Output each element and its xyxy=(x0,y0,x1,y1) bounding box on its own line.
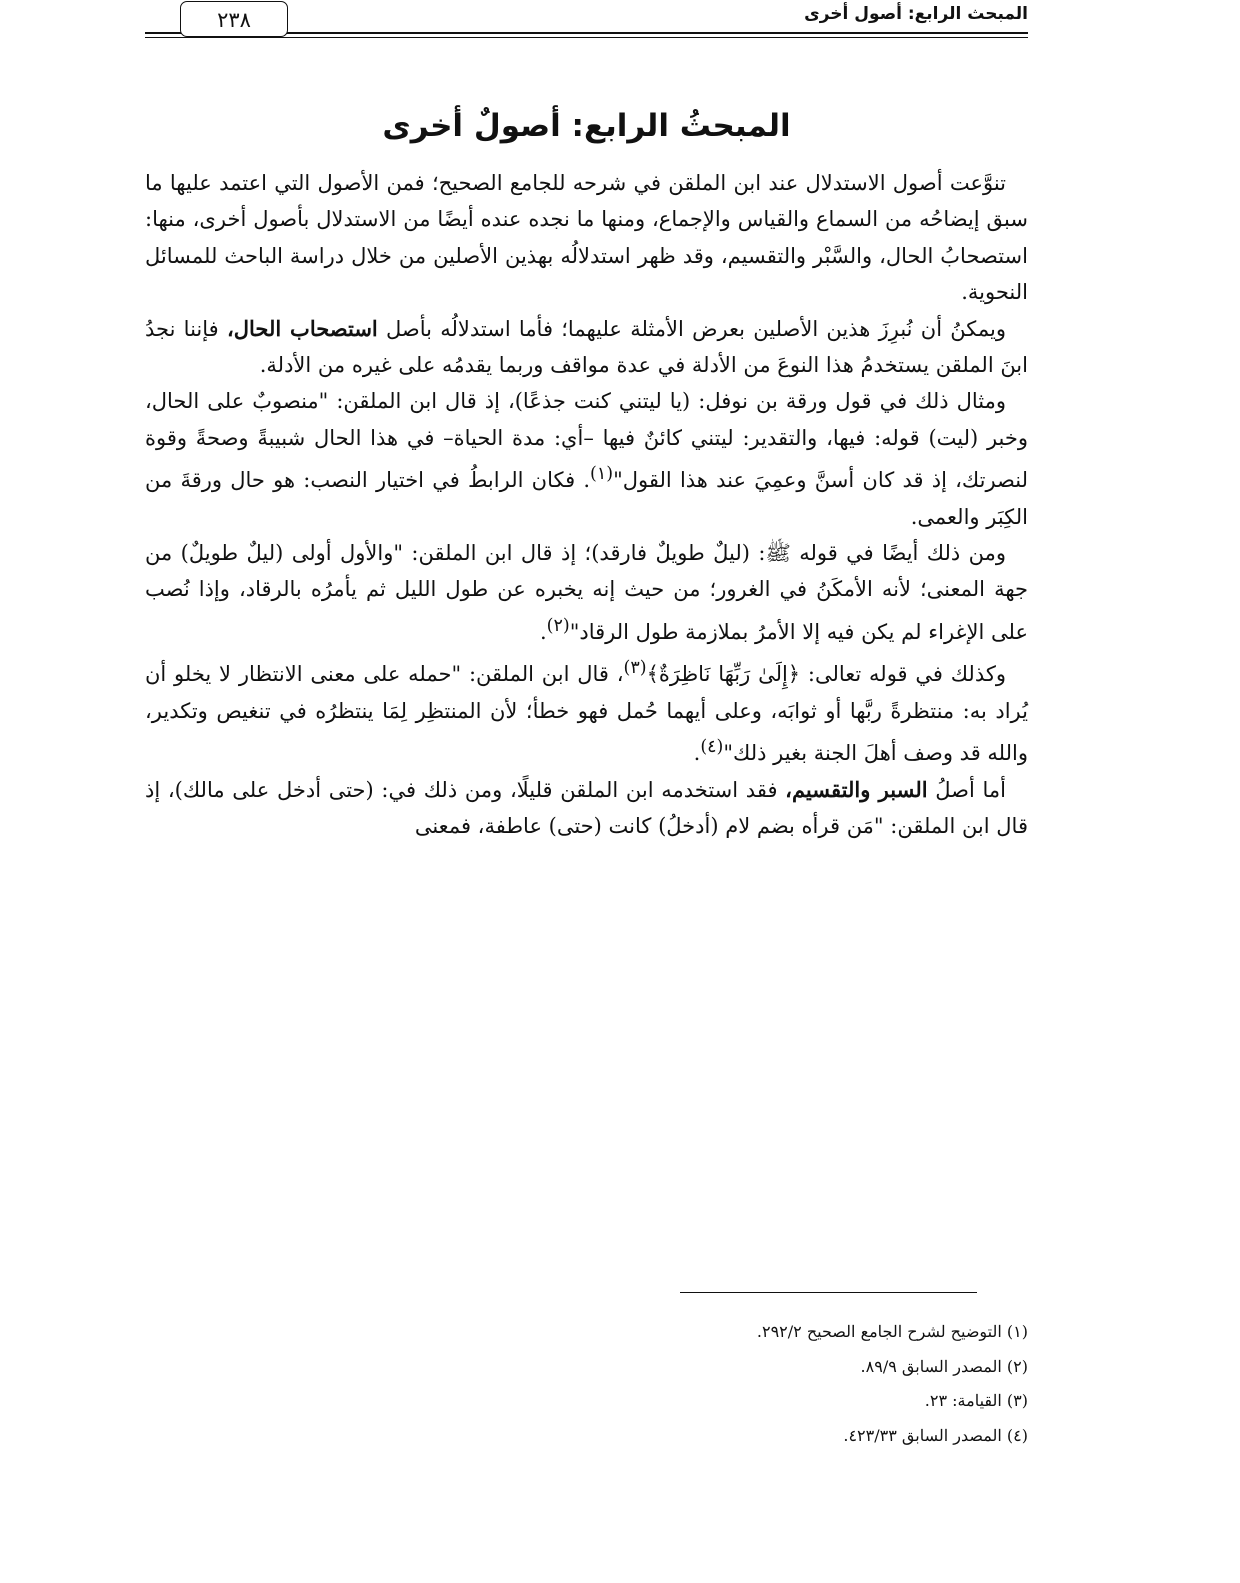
page-number: ٢٣٨ xyxy=(217,8,251,32)
term-istishab: استصحاب الحال، xyxy=(226,315,378,341)
paragraph-3-text-end: . فكان الرابطُ في اختيار النصب: هو حال ورقةَ من الكِبَر والعمى. xyxy=(145,468,1028,529)
footnote-ref-4: (٤) xyxy=(700,737,724,758)
running-header: المبحث الرابع: أصول أخرى xyxy=(804,4,1028,24)
footnotes xyxy=(145,1315,1028,1453)
footnote-separator xyxy=(680,1292,977,1293)
paragraph-6-text-end: فقد استخدمه ابن الملقن قليلًا، ومن ذلك في: (حتى أدخل على مالك)، إذ قال ابن الملقن: "مَن قرأه بضم لام (أدخلُ) كانت (حتى) عاطفة، فمعنى xyxy=(145,777,1028,838)
page-number-box xyxy=(180,1,288,37)
footnote-4: (٤) المصدر السابق ٤٢٣/٣٣. xyxy=(843,1425,1028,1445)
footnote-3: (٣) القيامة: ٢٣. xyxy=(924,1391,1028,1410)
paragraph-5-text: وكذلك في قوله تعالى: ﴿إِلَىٰ رَبِّهَا نَاظِرَةٌ﴾ xyxy=(646,662,1006,687)
header-rule-thin xyxy=(145,37,1028,38)
paragraph-1: تنوَّعت أصول الاستدلال عند ابن الملقن في شرحه للجامع الصحيح؛ فمن الأصول التي اعتمد عليها ما سبق إيضاحُه من السماع والقياس والإجماع، ومنها ما نجده عنده أيضًا من الاستدلال بأصول أخرى، منها: استصحابُ الحال، والسَّبْر والتقسيم، وقد ظهر استدلالُه بهذين الأصلين من خلال دراسة الباحث للمسائل النحوية. xyxy=(145,171,1028,305)
paragraph-4-text-end: . xyxy=(539,619,547,644)
paragraph-2-text: ويمكنُ أن نُبرِزَ هذين الأصلين بعرض الأمثلة عليهما؛ فأما استدلالُه بأصل xyxy=(377,316,1006,341)
footnote-1: (١) التوضيح لشرح الجامع الصحيح ٢٩٢/٢. xyxy=(756,1322,1028,1341)
footnote-2: (٢) المصدر السابق ٨٩/٩. xyxy=(860,1356,1028,1376)
body-text xyxy=(145,165,1028,844)
paragraph-5 xyxy=(145,650,1028,771)
footnote-ref-3: (٣) xyxy=(623,658,647,679)
paragraph-4-text: ومن ذلك أيضًا في قوله ﷺ: (ليلٌ طويلٌ فارقد)؛ إذ قال ابن الملقن: "والأول أولى (ليلٌ طويلٌ) من جهة المعنى؛ لأنه الأمكَنُ في الغرور؛ من حيث إنه يخبره عن طول الليل ثم يأمرُه بالرقاد، وإذا نُصب على الإغراء لم يكن فيه إلا الأمرُ بملازمة طول الرقاد" xyxy=(145,541,1028,644)
paragraph-5-text-end: . xyxy=(693,741,701,766)
term-sabr-taqsim: السبر والتقسيم، xyxy=(785,776,928,802)
footnote-ref-2: (٢) xyxy=(546,615,570,636)
paragraph-2-text-end: فإننا نجدُ ابنَ الملقن يستخدمُ هذا النوعَ من الأدلة في عدة مواقف وربما يقدمُه على غيره من الأدلة. xyxy=(145,316,1028,378)
paragraph-6-text: أما أصلُ xyxy=(927,777,1006,802)
paragraph-3 xyxy=(145,383,1028,535)
paragraph-6 xyxy=(145,772,1028,845)
paragraph-3-text: ومثال ذلك في قول ورقة بن نوفل: (يا ليتني كنت جذعًا)، إذ قال ابن الملقن: "منصوبٌ على الحال، وخبر (ليت) قوله: فيها، والتقدير: ليتني كائنٌ فيها –أي: مدة الحياة– في هذا الحال شبيبةً وصحةً وقوة لنصرتك، إذ قد كان أسنَّ وعمِيَ عند هذا القول" xyxy=(145,389,1028,493)
paragraph-5-text-mid: ، قال ابن الملقن: "حمله على معنى الانتظار لا يخلو أن يُراد به: منتظرةً ربَّها أو ثوابَه، وعلى أيهما حُمل فهو خطأ؛ لأن المنتظِر لِمَا ينتظرُه في تنغيص وتكدير، والله قد وصف أهلَ الجنة بغير ذلك" xyxy=(145,662,1028,766)
footnote-ref-1: (١) xyxy=(590,464,614,485)
section-title: المبحثُ الرابع: أصولٌ أخرى xyxy=(382,108,791,144)
paragraph-2 xyxy=(145,311,1028,384)
paragraph-4 xyxy=(145,535,1028,650)
